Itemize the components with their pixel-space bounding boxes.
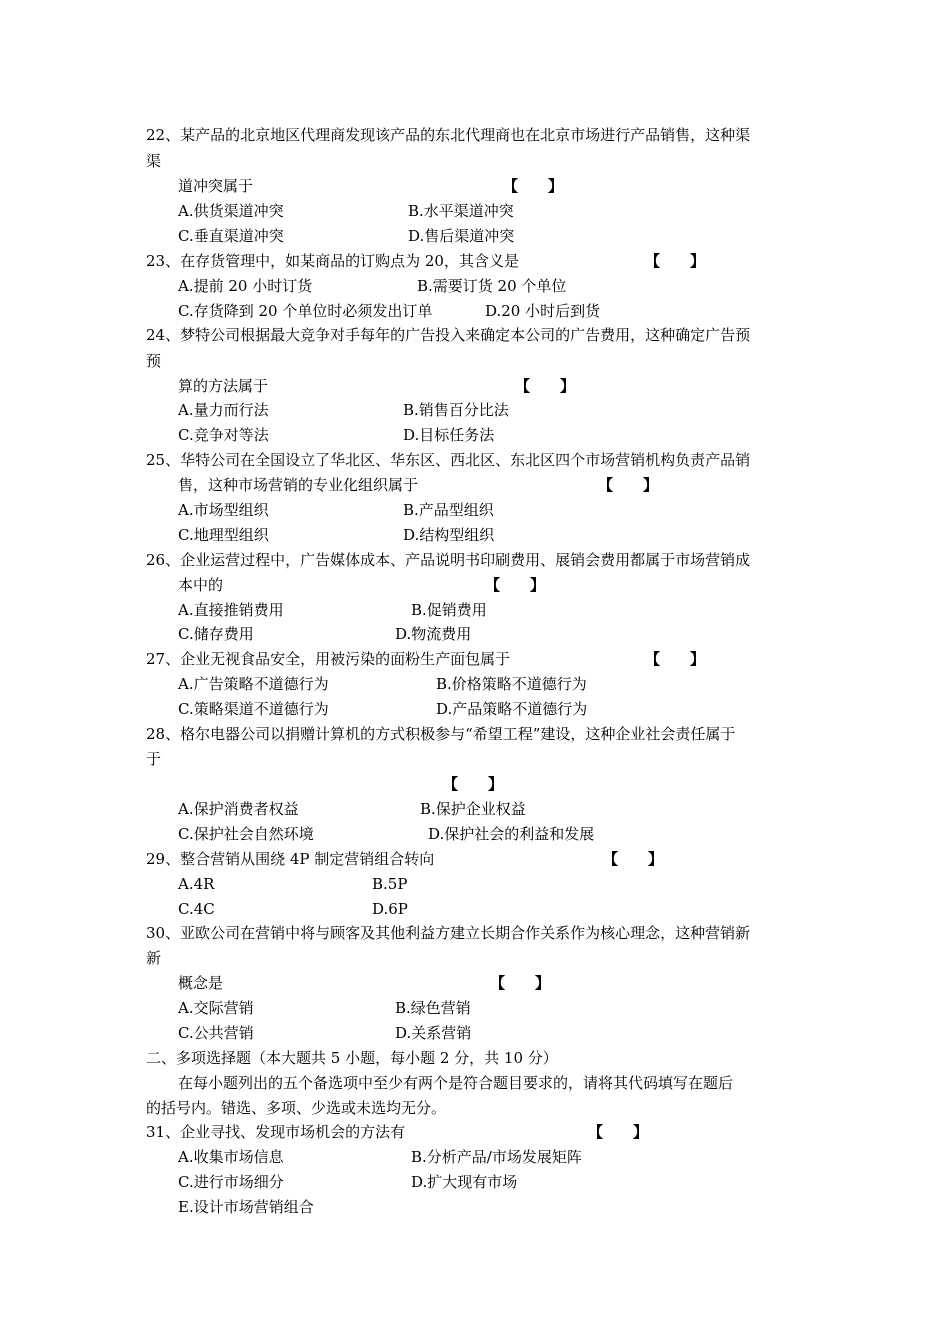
q31-option-e: E.设计市场营销组合 bbox=[178, 1198, 314, 1216]
q30-option-d: D.关系营销 bbox=[395, 1024, 472, 1042]
q27-stem-line1: 27、企业无视食品安全，用被污染的面粉生产面包属于 bbox=[146, 650, 511, 668]
q27-option-b: B.价格策略不道德行为 bbox=[436, 675, 587, 693]
q28-stem-line1: 28、格尔电器公司以捐赠计算机的方式积极参与“希望工程”建设，这种企业社会责任属于 bbox=[146, 725, 736, 743]
q23-answer-bracket: 【 】 bbox=[645, 252, 706, 270]
q28-option-a: A.保护消费者权益 bbox=[178, 800, 299, 818]
q28-stem-wrap: 于 bbox=[146, 750, 162, 768]
q25-stem-line2: 售，这种市场营销的专业化组织属于 bbox=[178, 476, 419, 494]
section2-title: 二、多项选择题（本大题共 5 小题，每小题 2 分，共 10 分） bbox=[146, 1049, 558, 1067]
q25-option-c: C.地理型组织 bbox=[178, 526, 269, 544]
q22-option-a: A.供货渠道冲突 bbox=[178, 202, 284, 220]
q26-stem-line1: 26、企业运营过程中，广告媒体成本、产品说明书印刷费用、展销会费用都属于市场营销成 bbox=[146, 551, 751, 569]
q26-option-a: A.直接推销费用 bbox=[178, 601, 284, 619]
q31-option-b: B.分析产品/市场发展矩阵 bbox=[411, 1148, 582, 1166]
q28-option-b: B.保护企业权益 bbox=[420, 800, 526, 818]
q31-stem-line1: 31、企业寻找、发现市场机会的方法有 bbox=[146, 1123, 406, 1141]
q30-stem-line1: 30、亚欧公司在营销中将与顾客及其他利益方建立长期合作关系作为核心理念，这种营销新 bbox=[146, 924, 751, 942]
q30-answer-bracket: 【 】 bbox=[490, 974, 551, 992]
q22-answer-bracket: 【 】 bbox=[503, 177, 564, 195]
q22-option-b: B.水平渠道冲突 bbox=[408, 202, 514, 220]
q29-answer-bracket: 【 】 bbox=[603, 850, 664, 868]
q27-option-d: D.产品策略不道德行为 bbox=[436, 700, 588, 718]
q24-option-d: D.目标任务法 bbox=[403, 426, 495, 444]
q29-option-c: C.4C bbox=[178, 900, 215, 918]
q24-option-a: A.量力而行法 bbox=[178, 401, 269, 419]
q24-answer-bracket: 【 】 bbox=[515, 377, 576, 395]
q22-stem-line1: 22、某产品的北京地区代理商发现该产品的东北代理商也在北京市场进行产品销售，这种渠 bbox=[146, 126, 751, 144]
q28-option-d: D.保护社会的利益和发展 bbox=[428, 825, 595, 843]
q31-option-d: D.扩大现有市场 bbox=[411, 1173, 518, 1191]
q30-option-c: C.公共营销 bbox=[178, 1024, 254, 1042]
q23-option-b: B.需要订货 20 个单位 bbox=[417, 277, 567, 295]
q22-stem-line2: 道冲突属于 bbox=[178, 177, 254, 195]
q25-answer-bracket: 【 】 bbox=[598, 476, 659, 494]
q26-option-b: B.促销费用 bbox=[411, 601, 487, 619]
q30-option-a: A.交际营销 bbox=[178, 999, 254, 1017]
q25-option-b: B.产品型组织 bbox=[403, 501, 494, 519]
q22-stem-wrap: 渠 bbox=[146, 152, 162, 170]
q26-stem-line2: 本中的 bbox=[178, 576, 224, 594]
q31-answer-bracket: 【 】 bbox=[588, 1123, 649, 1141]
q23-stem-line1: 23、在存货管理中，如某商品的订购点为 20，其含义是 bbox=[146, 252, 519, 270]
section2-instruction-line2: 的括号内。错选、多项、少选或未选均无分。 bbox=[146, 1099, 447, 1117]
q25-stem-line1: 25、华特公司在全国设立了华北区、华东区、西北区、东北区四个市场营销机构负责产品销 bbox=[146, 451, 751, 469]
q23-option-c: C.存货降到 20 个单位时必须发出订单 bbox=[178, 302, 433, 320]
q22-option-d: D.售后渠道冲突 bbox=[408, 227, 515, 245]
q29-option-d: D.6P bbox=[372, 900, 408, 918]
q31-option-a: A.收集市场信息 bbox=[178, 1148, 284, 1166]
q30-stem-line2: 概念是 bbox=[178, 974, 224, 992]
q30-option-b: B.绿色营销 bbox=[395, 999, 471, 1017]
q29-option-b: B.5P bbox=[372, 875, 408, 893]
q26-option-d: D.物流费用 bbox=[395, 625, 472, 643]
q26-option-c: C.储存费用 bbox=[178, 625, 254, 643]
q25-option-a: A.市场型组织 bbox=[178, 501, 269, 519]
q24-option-b: B.销售百分比法 bbox=[403, 401, 509, 419]
q28-answer-bracket: 【 】 bbox=[443, 775, 504, 793]
q26-answer-bracket: 【 】 bbox=[485, 576, 546, 594]
q24-option-c: C.竞争对等法 bbox=[178, 426, 269, 444]
q23-option-a: A.提前 20 小时订货 bbox=[178, 277, 313, 295]
q30-stem-wrap: 新 bbox=[146, 949, 162, 967]
section2-instruction-line1: 在每小题列出的五个备选项中至少有两个是符合题目要求的，请将其代码填写在题后 bbox=[178, 1074, 734, 1092]
q23-option-d: D.20 小时后到货 bbox=[485, 302, 601, 320]
q22-option-c: C.垂直渠道冲突 bbox=[178, 227, 284, 245]
q24-stem-line2: 算的方法属于 bbox=[178, 377, 269, 395]
q28-option-c: C.保护社会自然环境 bbox=[178, 825, 314, 843]
q27-option-c: C.策略渠道不道德行为 bbox=[178, 700, 329, 718]
q29-option-a: A.4R bbox=[178, 875, 215, 893]
q24-stem-line1: 24、梦特公司根据最大竞争对手每年的广告投入来确定本公司的广告费用，这种确定广告预 bbox=[146, 326, 751, 344]
q31-option-c: C.进行市场细分 bbox=[178, 1173, 284, 1191]
q29-stem-line1: 29、整合营销从围绕 4P 制定营销组合转向 bbox=[146, 850, 435, 868]
q27-option-a: A.广告策略不道德行为 bbox=[178, 675, 329, 693]
q27-answer-bracket: 【 】 bbox=[645, 650, 706, 668]
q24-stem-wrap: 预 bbox=[146, 352, 162, 370]
q25-option-d: D.结构型组织 bbox=[403, 526, 495, 544]
